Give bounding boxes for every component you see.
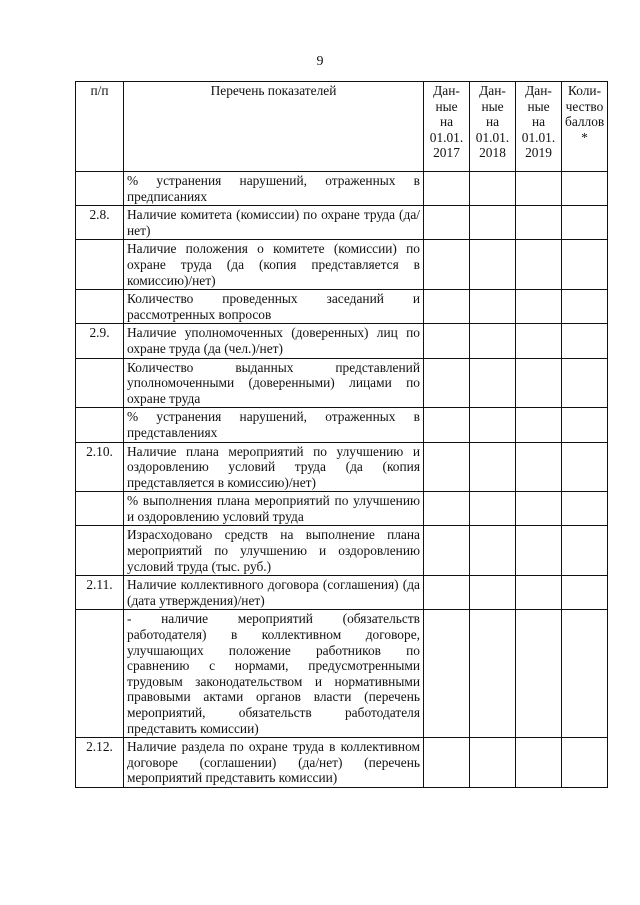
data-cell-2019 (516, 324, 562, 358)
table-row (76, 358, 608, 408)
data-cell-2017 (424, 324, 470, 358)
indicator-text: Количество проведенных заседаний и рассмотренных вопросов (124, 290, 424, 324)
score-cell (562, 492, 608, 526)
score-cell (562, 206, 608, 240)
row-number: 2.9. (76, 324, 124, 358)
data-cell-2018 (470, 526, 516, 576)
score-cell (562, 738, 608, 788)
row-number (76, 358, 124, 408)
score-cell (562, 358, 608, 408)
data-cell-2017 (424, 240, 470, 290)
score-cell (562, 526, 608, 576)
row-number: 2.10. (76, 442, 124, 492)
indicator-text: Количество выданных представлений уполномоченными (доверенными) лицами по охране труда (124, 358, 424, 408)
score-cell (562, 408, 608, 442)
indicator-text: Наличие комитета (комиссии) по охране труда (да/нет) (124, 206, 424, 240)
row-number: 2.11. (76, 576, 124, 610)
row-number: 2.8. (76, 206, 124, 240)
indicators-table (75, 81, 608, 788)
data-cell-2017 (424, 206, 470, 240)
table-row (76, 442, 608, 492)
score-cell (562, 442, 608, 492)
data-cell-2017 (424, 442, 470, 492)
data-cell-2018 (470, 240, 516, 290)
table-row (76, 324, 608, 358)
data-cell-2019 (516, 358, 562, 408)
data-cell-2019 (516, 206, 562, 240)
table-row (76, 290, 608, 324)
row-number (76, 172, 124, 206)
data-cell-2017 (424, 526, 470, 576)
row-number: 2.12. (76, 738, 124, 788)
data-cell-2017 (424, 408, 470, 442)
data-cell-2018 (470, 442, 516, 492)
header-num: п/п (76, 82, 124, 172)
score-cell (562, 610, 608, 738)
data-cell-2018 (470, 408, 516, 442)
data-cell-2018 (470, 206, 516, 240)
data-cell-2019 (516, 290, 562, 324)
table-row (76, 610, 608, 738)
indicator-text: Израсходовано средств на выполнение плана мероприятий по улучшению и оздоровлению условий труда (тыс. руб.) (124, 526, 424, 576)
data-cell-2018 (470, 576, 516, 610)
data-cell-2019 (516, 738, 562, 788)
indicator-text: % устранения нарушений, отраженных в представлениях (124, 408, 424, 442)
header-score: Коли- чество баллов * (562, 82, 608, 172)
data-cell-2018 (470, 738, 516, 788)
table-row (76, 576, 608, 610)
data-cell-2018 (470, 610, 516, 738)
header-indicator-list: Перечень показателей (124, 82, 424, 172)
data-cell-2019 (516, 610, 562, 738)
row-number (76, 290, 124, 324)
header-data-2019: Дан- ные на 01.01. 2019 (516, 82, 562, 172)
table-header-row (76, 82, 608, 172)
data-cell-2017 (424, 358, 470, 408)
row-number (76, 610, 124, 738)
data-cell-2019 (516, 576, 562, 610)
indicator-text: % выполнения плана мероприятий по улучшению и оздоровлению условий труда (124, 492, 424, 526)
page-number: 9 (316, 54, 324, 69)
score-cell (562, 290, 608, 324)
data-cell-2019 (516, 526, 562, 576)
indicator-text: Наличие плана мероприятий по улучшению и оздоровлению условий труда (да (копия представляется в комиссию)/нет) (124, 442, 424, 492)
data-cell-2018 (470, 324, 516, 358)
data-cell-2019 (516, 240, 562, 290)
score-cell (562, 324, 608, 358)
score-cell (562, 172, 608, 206)
data-cell-2017 (424, 172, 470, 206)
data-cell-2018 (470, 172, 516, 206)
table-row (76, 172, 608, 206)
indicator-text: - наличие мероприятий (обязательств работодателя) в коллективном договоре, улучшающих положение работников по сравнению с нормами, предусмотренными трудовым законодательством и нормативными правовыми актами органов власти (перечень мероприятий, обязательств работодателя представить комиссии) (124, 610, 424, 738)
score-cell (562, 576, 608, 610)
header-data-2018: Дан- ные на 01.01. 2018 (470, 82, 516, 172)
data-cell-2019 (516, 442, 562, 492)
table-body (76, 172, 608, 788)
data-cell-2019 (516, 172, 562, 206)
indicator-text: Наличие уполномоченных (доверенных) лиц по охране труда (да (чел.)/нет) (124, 324, 424, 358)
table-row (76, 240, 608, 290)
table-row (76, 408, 608, 442)
indicator-text: Наличие положения о комитете (комиссии) по охране труда (да (копия представляется в комиссию)/нет) (124, 240, 424, 290)
data-cell-2017 (424, 290, 470, 324)
data-cell-2018 (470, 358, 516, 408)
row-number (76, 240, 124, 290)
table-row (76, 526, 608, 576)
table-row (76, 738, 608, 788)
data-cell-2018 (470, 290, 516, 324)
indicator-text: Наличие раздела по охране труда в коллективном договоре (соглашении) (да/нет) (перечень мероприятий представить комиссии) (124, 738, 424, 788)
row-number (76, 526, 124, 576)
data-cell-2017 (424, 738, 470, 788)
row-number (76, 408, 124, 442)
data-cell-2019 (516, 408, 562, 442)
data-cell-2018 (470, 492, 516, 526)
table-row (76, 492, 608, 526)
indicator-text: % устранения нарушений, отраженных в предписаниях (124, 172, 424, 206)
indicator-text: Наличие коллективного договора (соглашения) (да (дата утверждения)/нет) (124, 576, 424, 610)
table-row (76, 206, 608, 240)
data-cell-2017 (424, 492, 470, 526)
data-cell-2019 (516, 492, 562, 526)
header-data-2017: Дан- ные на 01.01. 2017 (424, 82, 470, 172)
data-cell-2017 (424, 610, 470, 738)
row-number (76, 492, 124, 526)
score-cell (562, 240, 608, 290)
data-cell-2017 (424, 576, 470, 610)
